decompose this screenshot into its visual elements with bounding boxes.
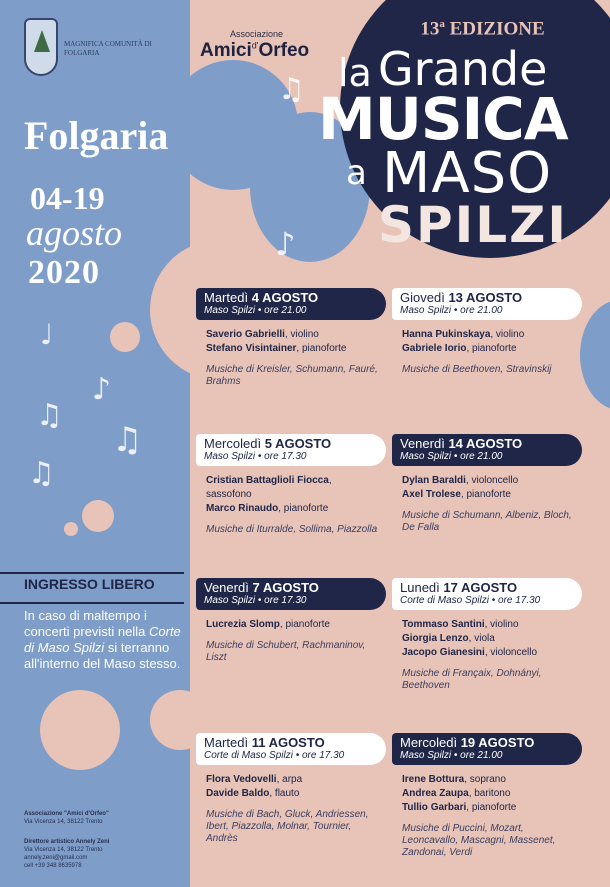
performer bbox=[206, 773, 378, 787]
edition-sup: a bbox=[439, 18, 445, 30]
city-title: Folgaria bbox=[24, 113, 169, 158]
card-date: 19 AGOSTO bbox=[460, 735, 535, 750]
pink-dot bbox=[40, 690, 120, 770]
card-weekday: Giovedì bbox=[400, 290, 445, 305]
card-body bbox=[392, 466, 582, 534]
performer-instrument: , pianoforte bbox=[466, 343, 517, 354]
assoc-logo bbox=[200, 40, 309, 62]
weather-note-place: Corte di Maso Spilzi bbox=[24, 624, 181, 655]
performer-instrument: , pianoforte bbox=[460, 489, 511, 500]
card-header bbox=[392, 434, 582, 466]
performer-name: Tullio Garbari bbox=[402, 802, 467, 813]
date-range: 04-19 bbox=[30, 180, 105, 216]
card-header bbox=[392, 578, 582, 610]
performer-name: Flora Vedovelli bbox=[206, 774, 277, 785]
assoc-name2: Orfeo bbox=[258, 40, 310, 61]
card-day bbox=[400, 735, 574, 750]
card-day bbox=[204, 436, 378, 451]
concert-card bbox=[392, 434, 582, 534]
performer bbox=[206, 328, 378, 342]
card-date: 17 AGOSTO bbox=[443, 580, 518, 595]
card-body bbox=[196, 320, 386, 388]
weather-note-part1: In caso di maltempo i concerti previsti nella bbox=[24, 608, 149, 639]
card-place: Maso Spilzi • ore 21.00 bbox=[400, 750, 503, 761]
card-weekday: Venerdì bbox=[204, 580, 249, 595]
performer-instrument: , pianoforte bbox=[278, 503, 329, 514]
card-header bbox=[196, 733, 386, 765]
card-music: Musiche di Schubert, Rachmaninov, Liszt bbox=[206, 640, 366, 663]
performer-instrument: , soprano bbox=[464, 774, 506, 785]
music-note-icon: ♫ bbox=[278, 72, 305, 107]
card-weekday: Venerdì bbox=[400, 436, 445, 451]
card-day bbox=[400, 290, 574, 305]
edition-word: EDIZIONE bbox=[449, 18, 545, 40]
tree-icon bbox=[34, 30, 50, 52]
performer-name: Marco Rinaudo bbox=[206, 503, 279, 514]
card-weekday: Mercoledì bbox=[400, 735, 458, 750]
footer-association bbox=[24, 810, 109, 826]
title-spilzi: SPILZI bbox=[378, 196, 568, 254]
music-note-icon: ♫ bbox=[28, 456, 55, 491]
performer-instrument: , pianoforte bbox=[296, 343, 347, 354]
pink-dot bbox=[64, 522, 78, 536]
performer bbox=[402, 488, 574, 502]
concert-card bbox=[392, 733, 582, 859]
card-header bbox=[392, 288, 582, 320]
card-place: Maso Spilzi • ore 17.30 bbox=[204, 451, 307, 462]
performer bbox=[402, 646, 574, 660]
performer-instrument: , baritono bbox=[468, 788, 511, 799]
music-note-icon: ♪ bbox=[275, 225, 296, 263]
performer bbox=[206, 618, 378, 632]
card-music: Musiche di Iturralde, Sollima, Piazzolla bbox=[206, 524, 378, 535]
card-date: 11 AGOSTO bbox=[251, 735, 325, 750]
performer-instrument: , flauto bbox=[269, 788, 300, 799]
card-header bbox=[196, 288, 386, 320]
card-weekday: Mercoledì bbox=[204, 436, 262, 451]
concert-card bbox=[196, 733, 386, 845]
card-header bbox=[196, 434, 386, 466]
card-day bbox=[204, 580, 378, 595]
music-note-icon: ♫ bbox=[112, 420, 143, 460]
card-weekday: Martedì bbox=[204, 735, 249, 750]
card-place: Corte di Maso Spilzi • ore 17.30 bbox=[400, 595, 541, 606]
performer-name: Hanna Pukinskaya bbox=[402, 329, 491, 340]
card-body bbox=[196, 765, 386, 845]
title-musica: MUSICA bbox=[318, 85, 568, 153]
pink-dot bbox=[82, 500, 114, 532]
card-music: Musiche di Puccini, Mozart, Leoncavallo, Mascagni, Massenet, Zandonai, Verdi bbox=[402, 823, 556, 858]
card-date: 14 AGOSTO bbox=[448, 436, 523, 451]
card-date: 7 AGOSTO bbox=[252, 580, 319, 595]
card-weekday: Lunedì bbox=[400, 580, 440, 595]
assoc-name: Amici bbox=[200, 40, 252, 61]
card-place: Corte di Maso Spilzi • ore 17.30 bbox=[204, 750, 345, 761]
performer-name: Lucrezia Slomp bbox=[206, 619, 280, 630]
performer bbox=[402, 773, 574, 787]
performer-name: Andrea Zaupa bbox=[402, 788, 469, 799]
card-date: 5 AGOSTO bbox=[264, 436, 332, 451]
performer-name: Gabriele Iorio bbox=[402, 343, 467, 354]
blue-blob bbox=[580, 300, 610, 410]
footer-dir-name: Direttore artistico Annely Zeni bbox=[24, 839, 110, 845]
date-year: 2020 bbox=[28, 254, 100, 291]
card-header bbox=[196, 578, 386, 610]
performer-name: Tommaso Santini bbox=[402, 619, 485, 630]
card-place: Maso Spilzi • ore 21.00 bbox=[400, 451, 503, 462]
card-music: Musiche di Bach, Gluck, Andriessen, Ibert, Piazzolla, Molnar, Tournier, Andrès bbox=[206, 809, 369, 844]
concert-card bbox=[392, 288, 582, 376]
performer bbox=[402, 342, 574, 356]
performer-name: Cristian Battaglioli Fiocca bbox=[206, 475, 329, 486]
concert-card bbox=[392, 578, 582, 692]
performer bbox=[402, 474, 574, 488]
performer-name: Irene Bottura bbox=[402, 774, 465, 785]
card-date: 4 AGOSTO bbox=[251, 290, 319, 305]
performer-instrument: , sassofono bbox=[206, 475, 332, 500]
card-music: Musiche di Beethoven, Stravinskij bbox=[402, 364, 552, 375]
music-note-icon: ♩ bbox=[40, 318, 54, 351]
footer-director bbox=[24, 838, 109, 870]
performer bbox=[402, 787, 574, 801]
performer bbox=[206, 474, 378, 502]
music-note-icon: ♫ bbox=[36, 398, 63, 433]
performer bbox=[402, 328, 574, 342]
footer-dir-phone: cell +39 348 8635978 bbox=[24, 863, 82, 869]
performer-instrument: , violino bbox=[284, 329, 319, 340]
card-body bbox=[392, 320, 582, 376]
performer bbox=[206, 342, 378, 356]
ingresso-libero: INGRESSO LIBERO bbox=[24, 576, 155, 592]
card-body bbox=[392, 610, 582, 692]
performer-instrument: , pianoforte bbox=[279, 619, 330, 630]
footer-assoc-name: Associazione "Amici d'Orfeo" bbox=[24, 811, 109, 817]
title-la: la bbox=[338, 51, 372, 95]
comune-label: MAGNIFICA COMUNITÀ DI FOLGARIA bbox=[64, 40, 152, 57]
pink-dot bbox=[110, 322, 140, 352]
card-place: Maso Spilzi • ore 21.00 bbox=[400, 305, 503, 316]
performer-instrument: , violino bbox=[484, 619, 519, 630]
card-body bbox=[196, 610, 386, 664]
performer bbox=[402, 632, 574, 646]
title-a: a bbox=[346, 153, 367, 193]
card-body bbox=[196, 466, 386, 536]
weather-note bbox=[24, 608, 189, 672]
card-music: Musiche di Schumann, Albeniz, Bloch, De Falla bbox=[402, 510, 572, 533]
performer-instrument: , viola bbox=[468, 633, 495, 644]
performer-name: Stefano Visintainer bbox=[206, 343, 297, 354]
music-note-icon: ♪ bbox=[92, 372, 112, 407]
concert-card bbox=[196, 434, 386, 536]
card-music: Musiche di Françaix, Dohnányi, Beethoven bbox=[402, 668, 542, 691]
edition-num: 13 bbox=[420, 18, 440, 40]
card-date: 13 AGOSTO bbox=[448, 290, 523, 305]
performer-instrument: , violoncello bbox=[465, 475, 519, 486]
performer bbox=[402, 801, 574, 815]
performer-instrument: , violino bbox=[490, 329, 525, 340]
concert-card bbox=[196, 288, 386, 388]
performer-name: Jacopo Gianesini bbox=[402, 647, 485, 658]
performer-name: Dylan Baraldi bbox=[402, 475, 466, 486]
date-month: agosto bbox=[26, 213, 123, 253]
weather-note-part2: si terranno all'interno del Maso stesso. bbox=[24, 640, 181, 671]
assoc-sup: d' bbox=[251, 40, 259, 51]
card-weekday: Martedì bbox=[204, 290, 249, 305]
performer-name: Giorgia Lenzo bbox=[402, 633, 469, 644]
performer bbox=[206, 787, 378, 801]
concert-card bbox=[196, 578, 386, 664]
card-body bbox=[392, 765, 582, 859]
card-day bbox=[204, 735, 378, 750]
card-place: Maso Spilzi • ore 17.30 bbox=[204, 595, 307, 606]
performer-instrument: , pianoforte bbox=[466, 802, 517, 813]
performer-name: Axel Trolese bbox=[402, 489, 461, 500]
assoc-small-label: Associazione bbox=[230, 29, 284, 39]
card-day bbox=[204, 290, 378, 305]
crest-icon bbox=[24, 18, 58, 76]
edition-label bbox=[370, 18, 595, 40]
card-place: Maso Spilzi • ore 21.00 bbox=[204, 305, 307, 316]
card-music: Musiche di Kreisler, Schumann, Fauré, Brahms bbox=[206, 364, 378, 387]
card-header bbox=[392, 733, 582, 765]
performer-instrument: , arpa bbox=[276, 774, 303, 785]
card-day bbox=[400, 580, 574, 595]
performer-name: Davide Baldo bbox=[206, 788, 270, 799]
performer bbox=[206, 502, 378, 516]
performer-name: Saverio Gabrielli bbox=[206, 329, 285, 340]
performer-instrument: , violoncello bbox=[484, 647, 538, 658]
card-day bbox=[400, 436, 574, 451]
footer-dir-address: Via Vicenza 14, 38122 Trento bbox=[24, 847, 103, 853]
footer-assoc-address: Via Vicenza 14, 38122 Trento bbox=[24, 819, 103, 825]
footer-dir-email: annely.zeni@gmail.com bbox=[24, 855, 88, 861]
title-grande: Grande bbox=[378, 42, 548, 96]
performer bbox=[402, 618, 574, 632]
title-maso: MASO bbox=[382, 141, 553, 206]
